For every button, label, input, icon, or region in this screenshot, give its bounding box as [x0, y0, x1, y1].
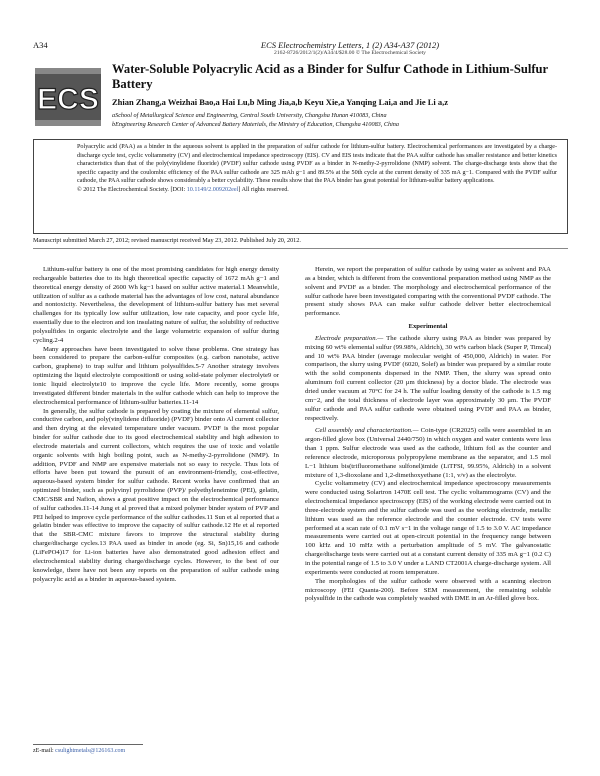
author-list: Zhian Zhang,a Weizhai Bao,a Hai Lu,b Ming Jia,a,b Keyu Xie,a Yanqing Lai,a and Jie Li a,z: [112, 97, 449, 107]
received-dates: Manuscript submitted March 27, 2012; revised manuscript received May 23, 2012. Published July 20, 2012.: [33, 237, 301, 244]
footnote-divider: [33, 744, 143, 745]
ecs-logo: [33, 62, 103, 132]
paragraph: [305, 335, 551, 423]
affiliations: [112, 111, 568, 129]
affiliation-b: bEngineering Research Center of Advanced Battery Materials, the Ministry of Education, Changsha 410083, China: [112, 121, 399, 128]
article-title: Water-Soluble Polyacrylic Acid as a Binder for Sulfur Cathode in Lithium-Sulfur Battery: [112, 62, 548, 91]
paragraph: Cyclic voltammetry (CV) and electrochemical impedance spectroscopy measurements were conducted using Solartron 1470E cell test. The cyclic voltammograms (CV) and the electrochemical impedance spectroscopy (EIS) of the working electrode were carried out in three-electrode system and the sulfur cathode was used as the working electrode, metallic lithium was used as the reference electrode and the counter electrode. CV tests were performed at a scan rate of 0.1 mV s−1 in the voltage range of 1.5 to 3.0 V. AC impedance measurements were carried out at open-circuit potential in the frequency range between 100 kHz and 10 mHz with a perturbation amplitude of 5 mV. The galvanostatic charge/discharge tests were carried out at a constant current density of 335 mA g−1 (0.2 C) in the potential range of 1.5 to 3.0 V under a LAND CT2001A charge-discharge system. All experiments were conducted at room temperature.: [305, 480, 551, 576]
copyright-prefix: © 2012 The Electrochemical Society. [DOI:: [77, 186, 187, 193]
abstract-text: Polyacrylic acid (PAA) as a binder in the aqueous solvent is applied in the preparation of sulfur cathode for lithium-sulfur battery. Electrochemical performances are investigated by a charge-discharge cycle test, cyclic voltammetry (CV) and electrochemical impedance spectroscopy (EIS). CV and EIS tests indicate that the PAA sulfur cathode has smaller resistance and better kinetics characteristics than that of the poly(vinylidene fluoride) (PVDF) sulfur cathode using PVDF as a binder in N-methy-2-pyrrolidone (NMP) solvent. The charge-discharge tests show that the specific capacity and the coulombic efficiency of the PAA sulfur cathode are 325 mAh g−1 and 89.5% at the 50th cycle at the current density of 335 mA g−1. Compared with the PVDF sulfur cathode, the PAA sulfur cathode shows considerably a better cyclability. These results show that the PAA binder has great potential for lithium-sulfur battery applications.: [77, 144, 557, 185]
paragraph-text: Coin-type (CR2025) cells were assembled in an argon-filled glove box (Universal 2440/750) in which oxygen and water contents were less than 1 ppm. Sulfur electrode was used as the cathode, lithium foil as the counter and reference electrode, microporous polypropylene membrane as the separator, and 1.5 mol L−1 lithium bis(trifluoromethane sulfonel)imide (LiTFSI, 99.95%, Aldrich) in a solvent mixture of 1,3-dioxolane and 1,2-dimethoxyethane (1:1, v/v) as the electrolyte.: [305, 427, 551, 479]
issn-line: 2162-8726/2012/1(2)/A34/4/$28.00 © The Electrochemical Society: [274, 50, 426, 56]
subsection-label: Electrode preparation.—: [315, 334, 384, 342]
page-number: A34: [33, 40, 48, 50]
logo-text: ECS: [37, 83, 99, 116]
copyright-suffix: ] All rights reserved.: [238, 186, 289, 193]
doi-link[interactable]: 10.1149/2.009202eel: [186, 186, 239, 193]
footnote-prefix: zE-mail:: [33, 748, 56, 754]
abstract-box: [33, 139, 568, 234]
paragraph: Many approaches have been investigated to solve these problems. One strategy has been considered to prepare the carbon-sulfur composites (e.g. carbon nanotube, active carbon, graphene) to trap sulfur and lithium polysulfides.5-7 Another strategy involves optimizing the liquid electrolyte composition8 or using solid-state polymer electrolyte9 or ionic liquid electrolyte10 to improve the cycle life. More recently, some groups investigated different binder materials in the sulfur cathode which can help to improve the electrochemical performance of lithium-sulfur batteries.11-14: [33, 345, 279, 406]
paragraph: Herein, we report the preparation of sulfur cathode by using water as solvent and PAA as a binder, which is different from the conventional preparation method using NMP as the solvent and PVDF as a binder. The morphology and electrochemical performance of the sulfur cathode have been investigated comparing with the conventional PVDF cathode. The present study shows PAA can make sulfur cathode deliver better electrochemical performance.: [305, 266, 551, 318]
journal-citation: ECS Electrochemistry Letters, 1 (2) A34-A37 (2012): [260, 40, 440, 50]
footnote: [33, 748, 125, 754]
affiliation-a: aSchool of Metallurgical Science and Engineering, Central South University, Changsha Hunan 410083, China: [112, 112, 387, 119]
header-divider: [33, 248, 568, 249]
right-column: [305, 266, 551, 604]
section-heading: Experimental: [408, 323, 448, 331]
subsection-label: Cell assembly and characterization.—: [315, 427, 419, 435]
paragraph: The morphologies of the sulfur cathode were observed with a scanning electron microscopy (FEI Quanta-200). Before SEM measurement, the remaining soluble polysulfide in the cathode was completely washed with DME in an Ar-filled glove box.: [305, 577, 551, 603]
paragraph: In generally, the sulfur cathode is prepared by coating the mixture of elemental sulfur, conductive carbon, and poly(vinylidene difluoride) (PVDF) binder onto Al current collector and then drying at the elevated temperature under vacuum. PVDF is the most popular binder for sulfur cathode due to its good electrochemical stability and high adhesion to electrode materials and current collectors, which requires the use of toxic and volatile organic solvents with high boiling point, such as N-methy-2-pyrrolidone (NMP). In addition, PVDF and NMP are expensive materials not so easy to recycle. Thus lots of efforts have been put toward the pursuit of an environment-friendly, cost-effective, aqueous-based system binder for sulfur cathode. Recent works have confirmed that an optimized binder, such as polyvinyl pyrrolidone (PVP)/ polyethyleneimine (PEI), gelatin, CMC/SBR and Nafion, shows a great positive impact on the electrochemical performance of sulfur cathodes.11-14 Jung et al proved that a mixed polymer binder system of PVP and PEI helped to improve cycle performance of the sulfur cathodes.11 Sun et al reported that a gelatin binder was effective to improve the capacity of sulfur cathode.12 He et al reported that the SBR-CMC mixture favors to improve the structural stability during charge/discharge cycles.13 PAA used as binder in anode (eg. Si, Sn)15,16 and cathode (LiFePO4)17 for Li-ion batteries have also demonstrated good adhesion effect and electrochemical stability during charge/discharge cycles. However, to the best of our knowledge, there have not been any reports on the preparation of sulfur cathode using polyacrylic acid as a binder in aqueous-based system.: [33, 407, 279, 583]
email-link[interactable]: csulightmetals@126163.com: [55, 748, 126, 754]
paragraph-text: The cathode slurry using PAA as binder was prepared by mixing 60 wt% elemental sulfur (99.98%, Aldrich), 30 wt% carbon black (Super P, Timcal) and 10 wt% PAA binder (average molecular weight of 450,000, Aldrich) in water. For comparison, the slurry using PVDF (6020, Solef) as binder was prepared by a similar route with the solid components dispersed in the NMP. Then, the slurry was spread onto aluminum foil current collector (20 μm thickness) by a doctor blade. The electrode was dried under vacuum at 70°C for 24 h. The sulfur loading density of the cathode is 1.5 mg cm−2, and the total thickness of electrode layer was approximately 30 μm. The PVDF sulfur cathode and PAA sulfur cathode were obtained using PVDF and PAA as binder, respectively.: [305, 334, 551, 422]
paragraph: [305, 427, 551, 480]
paragraph: Lithium-sulfur battery is one of the most promising candidates for high energy density rechargeable batteries due to its high theoretical specific capacity of 1672 mAh g−1 and theoretical energy density of 2600 Wh kg−1 based on sulfur active material.1 Meanwhile, utilization of sulfur as a cathode material has the advantages of low cost, natural abundance and nontoxicity. Nevertheless, the development of lithium-sulfur battery has met several challenges for its typically low sulfur utilization, low rate capacity, and poor cycle life, essentially due to the electron and ion insulating nature of sulfur, the solubility of reductive polysulfides in organic electrolyte and the large volumetric expansion of sulfur during cycling.2-4: [33, 266, 279, 344]
left-column: [33, 266, 279, 584]
